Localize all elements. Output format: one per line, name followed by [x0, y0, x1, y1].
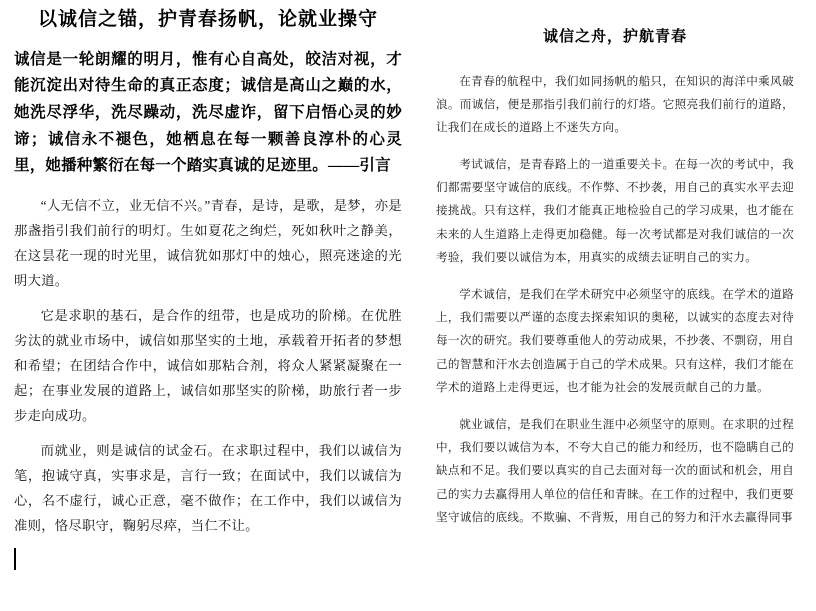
left-column-title: 以诚信之锚，护青春扬帆，论就业操守 — [37, 9, 378, 30]
right-column-title: 诚信之舟，护航青春 — [542, 29, 687, 45]
paragraph: “人无信不立，业无信不兴。”青春，是诗，是歌，是梦，亦是那盏指引我们前行的明灯。生如夏花之绚烂，死如秋叶之静美，在这昙花一现的时光里，诚信犹如那灯中的烛心，照亮迷途的光明大道。 — [14, 197, 402, 288]
paragraph: 学术诚信，是我们在学术研究中必须坚守的底线。在学术的道路上，我们需要以严谨的态度去探索知识的奥秘，以诚实的态度去对待每一次的研究。我们要尊重他人的劳动成果，不抄袭、不剽窃，用自己的智慧和汗水去创造属于自己的学术成果。只有这样，我们才能在学术的道路上走得更远，也才能为社会的发展贡献自己的力量。 — [436, 288, 794, 394]
paragraph: 它是求职的基石，是合作的纽带，也是成功的阶梯。在优胜劣汰的就业市场中，诚信如那坚实的土地，承载着开拓者的梦想和希望；在团结合作中，诚信如那粘合剂，将众人紧紧凝聚在一起；在事业发展的道路上，诚信如那坚实的阶梯，助旅行者一步步走向成功。 — [14, 307, 402, 423]
paragraph: 就业诚信，是我们在职业生涯中必须坚守的原则。在求职的过程中，我们要以诚信为本，不夸大自己的能力和经历，也不隐瞒自己的缺点和不足。我们要以真实的自己去面对每一次的面试和机会，用自己的实力去赢得用人单位的信任和青睐。在工作的过程中，我们更要坚守诚信的底线。不欺骗、不背叛，用自己的努力和汗水去赢得同事 — [436, 417, 794, 524]
paragraph: 考试诚信，是青春路上的一道重要关卡。在每一次的考试中，我们都需要坚守诚信的底线。不作弊、不抄袭，用自己的真实水平去迎接挑战。只有这样，我们才能真正地检验自己的学习成果，也才能在未来的人生道路上走得更加稳健。每一次考试都是对我们诚信的一次考验，我们要以诚信为本，用真实的成绩去证明自己的实力。 — [436, 158, 794, 264]
paragraph: 而就业，则是诚信的试金石。在求职过程中，我们以诚信为笔，抱诚守真，实事求是，言行一致；在面试中，我们以诚信为心，名不虚行，诚心正意，毫不做作；在工作中，我们以诚信为准则，恪尽职守，鞠躬尽瘁，当仁不让。 — [14, 442, 402, 533]
right-column — [420, 0, 816, 611]
lead-paragraph: 诚信是一轮朗耀的明月，惟有心自高处，皎洁对视，才能沉淀出对待生命的真正态度；诚信是高山之巅的水，她洗尽浮华，洗尽躁动，洗尽虚诈，留下启悟心灵的妙谛；诚信永不褪色，她栖息在每一颗善良淳朴的心灵里，她播种繁衍在每一个踏实真诚的足迹里。——引言 — [14, 50, 402, 175]
text-caret — [14, 548, 16, 570]
paragraph: 在青春的航程中，我们如同扬帆的船只，在知识的海洋中乘风破浪。而诚信，便是那指引我们前行的灯塔。它照亮我们前行的道路，让我们在成长的道路上不迷失方向。 — [436, 74, 794, 134]
